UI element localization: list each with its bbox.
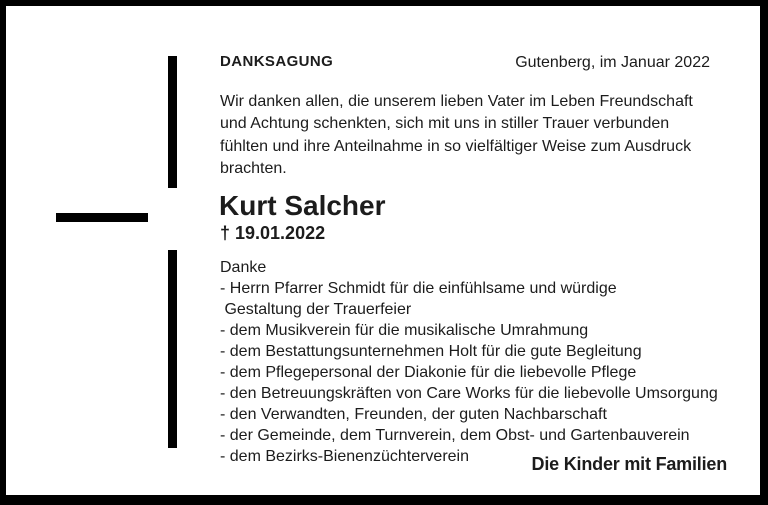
thanks-line: Gestaltung der Trauerfeier <box>220 301 412 318</box>
intro-line: brachten. <box>220 160 287 178</box>
place-date-line: Gutenberg, im Januar 2022 <box>515 54 710 71</box>
notice-type-heading: DANKSAGUNG <box>220 53 334 70</box>
thanks-line: - dem Bestattungsunternehmen Holt für die gute Begleitung <box>220 343 642 360</box>
thanks-line: - dem Musikverein für die musikalische Umrahmung <box>220 322 589 339</box>
deceased-name: Kurt Salcher <box>219 190 386 221</box>
intro-line: Wir danken allen, die unserem lieben Vater im Leben Freundschaft <box>220 93 693 110</box>
signature-line: Die Kinder mit Familien <box>531 454 727 474</box>
thanks-line: - den Verwandten, Freunden, der guten Nachbarschaft <box>220 406 607 423</box>
thanks-line: - Herrn Pfarrer Schmidt für die einfühlsame und würdige <box>220 280 617 297</box>
intro-line: fühlten und ihre Anteilnahme in so vielfältiger Weise zum Ausdruck <box>220 137 692 155</box>
cross-vertical-bar-bottom <box>168 250 177 448</box>
thanks-line: - dem Pflegepersonal der Diakonie für die liebevolle Pflege <box>220 364 637 381</box>
thanks-line: - der Gemeinde, dem Turnverein, dem Obst- und Gartenbauverein <box>220 427 690 444</box>
intro-line: und Achtung schenkten, sich mit uns in stiller Trauer verbunden <box>220 115 670 133</box>
death-date: † 19.01.2022 <box>220 223 326 243</box>
thanks-list <box>220 278 718 467</box>
thanks-line: - den Betreuungskräften von Care Works für die liebevolle Umsorgung <box>220 385 718 402</box>
thanks-line: - dem Bezirks-Bienenzüchterverein <box>220 448 469 465</box>
thanks-heading: Danke <box>220 259 267 276</box>
cross-vertical-bar-top <box>168 56 177 188</box>
cross-horizontal-bar <box>56 213 148 222</box>
intro-paragraph <box>220 91 693 181</box>
